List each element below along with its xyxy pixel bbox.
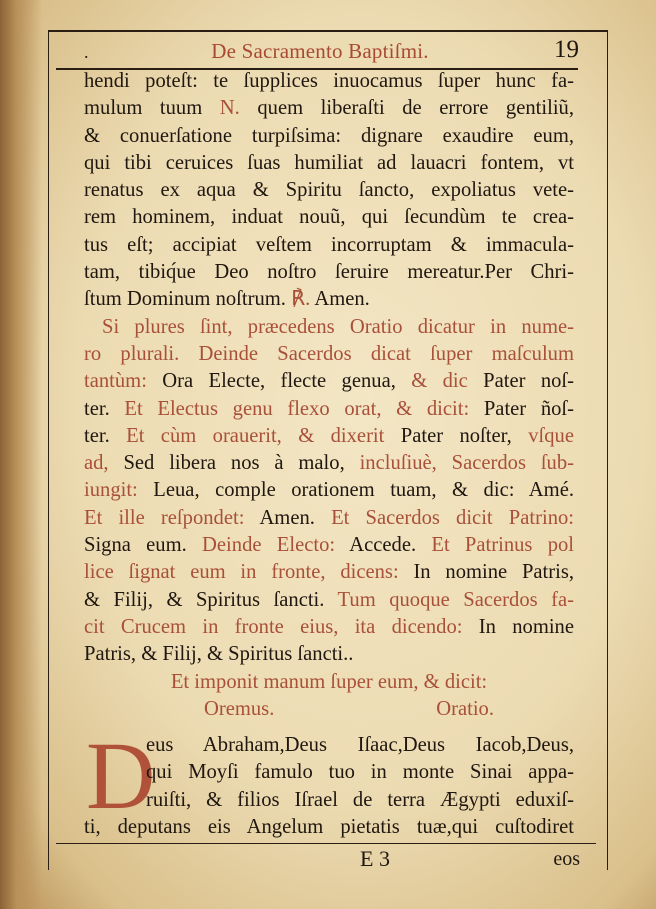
top-rule <box>48 30 608 32</box>
rubric-text: Et Sacerdos dicit Patrino: <box>331 506 575 529</box>
text-line <box>84 614 574 641</box>
oratio-label: Oratio. <box>436 697 494 720</box>
body-text-run: qui tibi ceruices ſuas humiliat ad lauacri fontem, vt <box>84 151 574 174</box>
rubric-text: tantùm: <box>84 370 163 393</box>
text-line <box>84 314 574 341</box>
left-rule <box>48 30 49 870</box>
text-line <box>84 505 574 532</box>
page-footer <box>60 846 580 876</box>
text-line <box>84 559 574 586</box>
text-line <box>84 204 574 231</box>
rubric-text: incluſiuè, Sacerdos ſub- <box>359 452 575 475</box>
body-text-run: tus eſt; accipiat veſtem incorruptam & immacula- <box>84 233 574 256</box>
bottom-rule <box>56 843 596 844</box>
rubric-text: ad, <box>84 452 124 475</box>
body-text <box>84 68 574 723</box>
text-line <box>84 450 574 477</box>
body-text-run: Signa eum. <box>84 534 203 557</box>
body-text-run: Accede. <box>349 534 432 557</box>
rubric-text: Et ille reſpondet: <box>84 506 260 529</box>
rubric-text: cit Crucem in fronte eius, ita dicendo: <box>84 615 479 638</box>
rubric-text: ro plurali. Deinde Sacerdos dicat ſuper maſculum <box>84 342 574 365</box>
prayer-line: qui Moyſi famulo tuo in monte Sinai appa- <box>146 761 574 784</box>
rubric-text: lice ſignat eum in fronte, dicens: <box>84 561 414 584</box>
rubric-text: Et Patrinus pol <box>431 534 575 557</box>
rubric-text: Et cùm orauerit, & dixerit <box>126 424 401 447</box>
running-head <box>55 34 585 68</box>
body-text-run: quem liberaſti de errore gentiliũ, <box>239 97 574 120</box>
right-rule <box>607 30 608 870</box>
body-text-run: Ora Electe, flecte genua, <box>162 370 412 393</box>
body-text-run: Amen. <box>259 506 332 529</box>
rubric-text: N. <box>219 97 240 120</box>
body-text-run: Patris, & Filij, & Spiritus ſancti.. <box>84 643 354 666</box>
rubric-text: Et Electus genu flexo orat, & dicit: <box>124 397 484 420</box>
text-line <box>84 423 574 450</box>
body-text-run: Amen. <box>310 288 370 311</box>
text-line <box>84 68 574 95</box>
rubric-text: iungit: <box>84 479 154 502</box>
oremus-label: Oremus. <box>204 697 275 720</box>
rubric-text: Si plures ſint, præcedens Oratio dicatur in nume- <box>102 315 574 338</box>
text-line <box>84 232 574 259</box>
page-number: 19 <box>554 36 579 63</box>
body-text-run: & conuerſatione turpiſsima: dignare exaudire eum, <box>84 124 574 147</box>
body-text-run: In nomine Patris, <box>413 561 575 584</box>
text-line <box>84 532 574 559</box>
text-line <box>84 587 574 614</box>
oremus-heading <box>84 696 574 723</box>
text-line <box>84 95 574 122</box>
rubric-text: Deinde Electo: <box>202 534 350 557</box>
text-line <box>84 259 574 286</box>
text-line <box>84 477 574 504</box>
body-text-run: Sed libera nos à malo, <box>123 452 360 475</box>
drop-cap: D <box>86 722 156 829</box>
rubric-text: ℟. <box>291 288 311 311</box>
body-text-run: tam, tibiq́ue Deo noſtro ſeruire mereatur.Per Chri- <box>84 261 574 284</box>
body-text-run: Pater noſ- <box>483 370 574 393</box>
body-text-run: In nomine <box>478 615 574 638</box>
body-text-run: Pater ñoſ- <box>483 397 574 420</box>
text-line <box>84 641 574 668</box>
text-line <box>84 150 574 177</box>
text-line <box>84 341 574 368</box>
body-text-run: ter. <box>84 397 125 420</box>
text-line <box>84 396 574 423</box>
prayer-text <box>84 722 574 841</box>
body-text-run: ſtum Dominum noſtrum. <box>84 288 292 311</box>
body-text-run: renatus ex aqua & Spiritu ſancto, expoliatus vete- <box>84 179 574 202</box>
prayer-line: ti, deputans eis Angelum pietatis tuæ,qui cuſtodiret <box>84 815 574 838</box>
signature-mark: E 3 <box>360 846 390 871</box>
catchword: eos <box>553 848 580 870</box>
body-text-run: mulum tuum <box>84 97 220 120</box>
rubric-text: vſque <box>528 424 574 447</box>
text-line <box>84 123 574 150</box>
page-gutter-shadow <box>0 0 42 909</box>
prayer-line: eus Abraham,Deus Iſaac,Deus Iacob,Deus, <box>146 734 574 756</box>
body-text-run: rem hominem, induat nouũ, qui ſecundùm te crea- <box>84 206 574 229</box>
text-line <box>84 177 574 204</box>
prayer-line: ruiſti, & filios Iſrael de terra Ægypti eduxiſ- <box>146 788 574 811</box>
text-line <box>84 286 574 313</box>
running-head-title: De Sacramento Baptiſmi. <box>211 39 429 63</box>
rubric-line: Et imponit manum ſuper eum, & dicit: <box>170 670 488 693</box>
body-text-run: Leua, comple orationem tuam, & dic: Amé. <box>153 479 574 502</box>
head-dot: . <box>84 42 89 62</box>
rubric-text: Tum quoque Sacerdos fa- <box>337 588 574 611</box>
body-text-run: hendi poteſt: te ſupplices inuocamus ſuper hunc fa- <box>84 70 574 92</box>
body-text-run: & Filij, & Spiritus ſancti. <box>84 588 338 611</box>
body-text-run: ter. <box>84 424 127 447</box>
body-text-run: Pater noſter, <box>400 424 529 447</box>
rubric-text: & dic <box>411 370 484 393</box>
text-line <box>84 368 574 395</box>
